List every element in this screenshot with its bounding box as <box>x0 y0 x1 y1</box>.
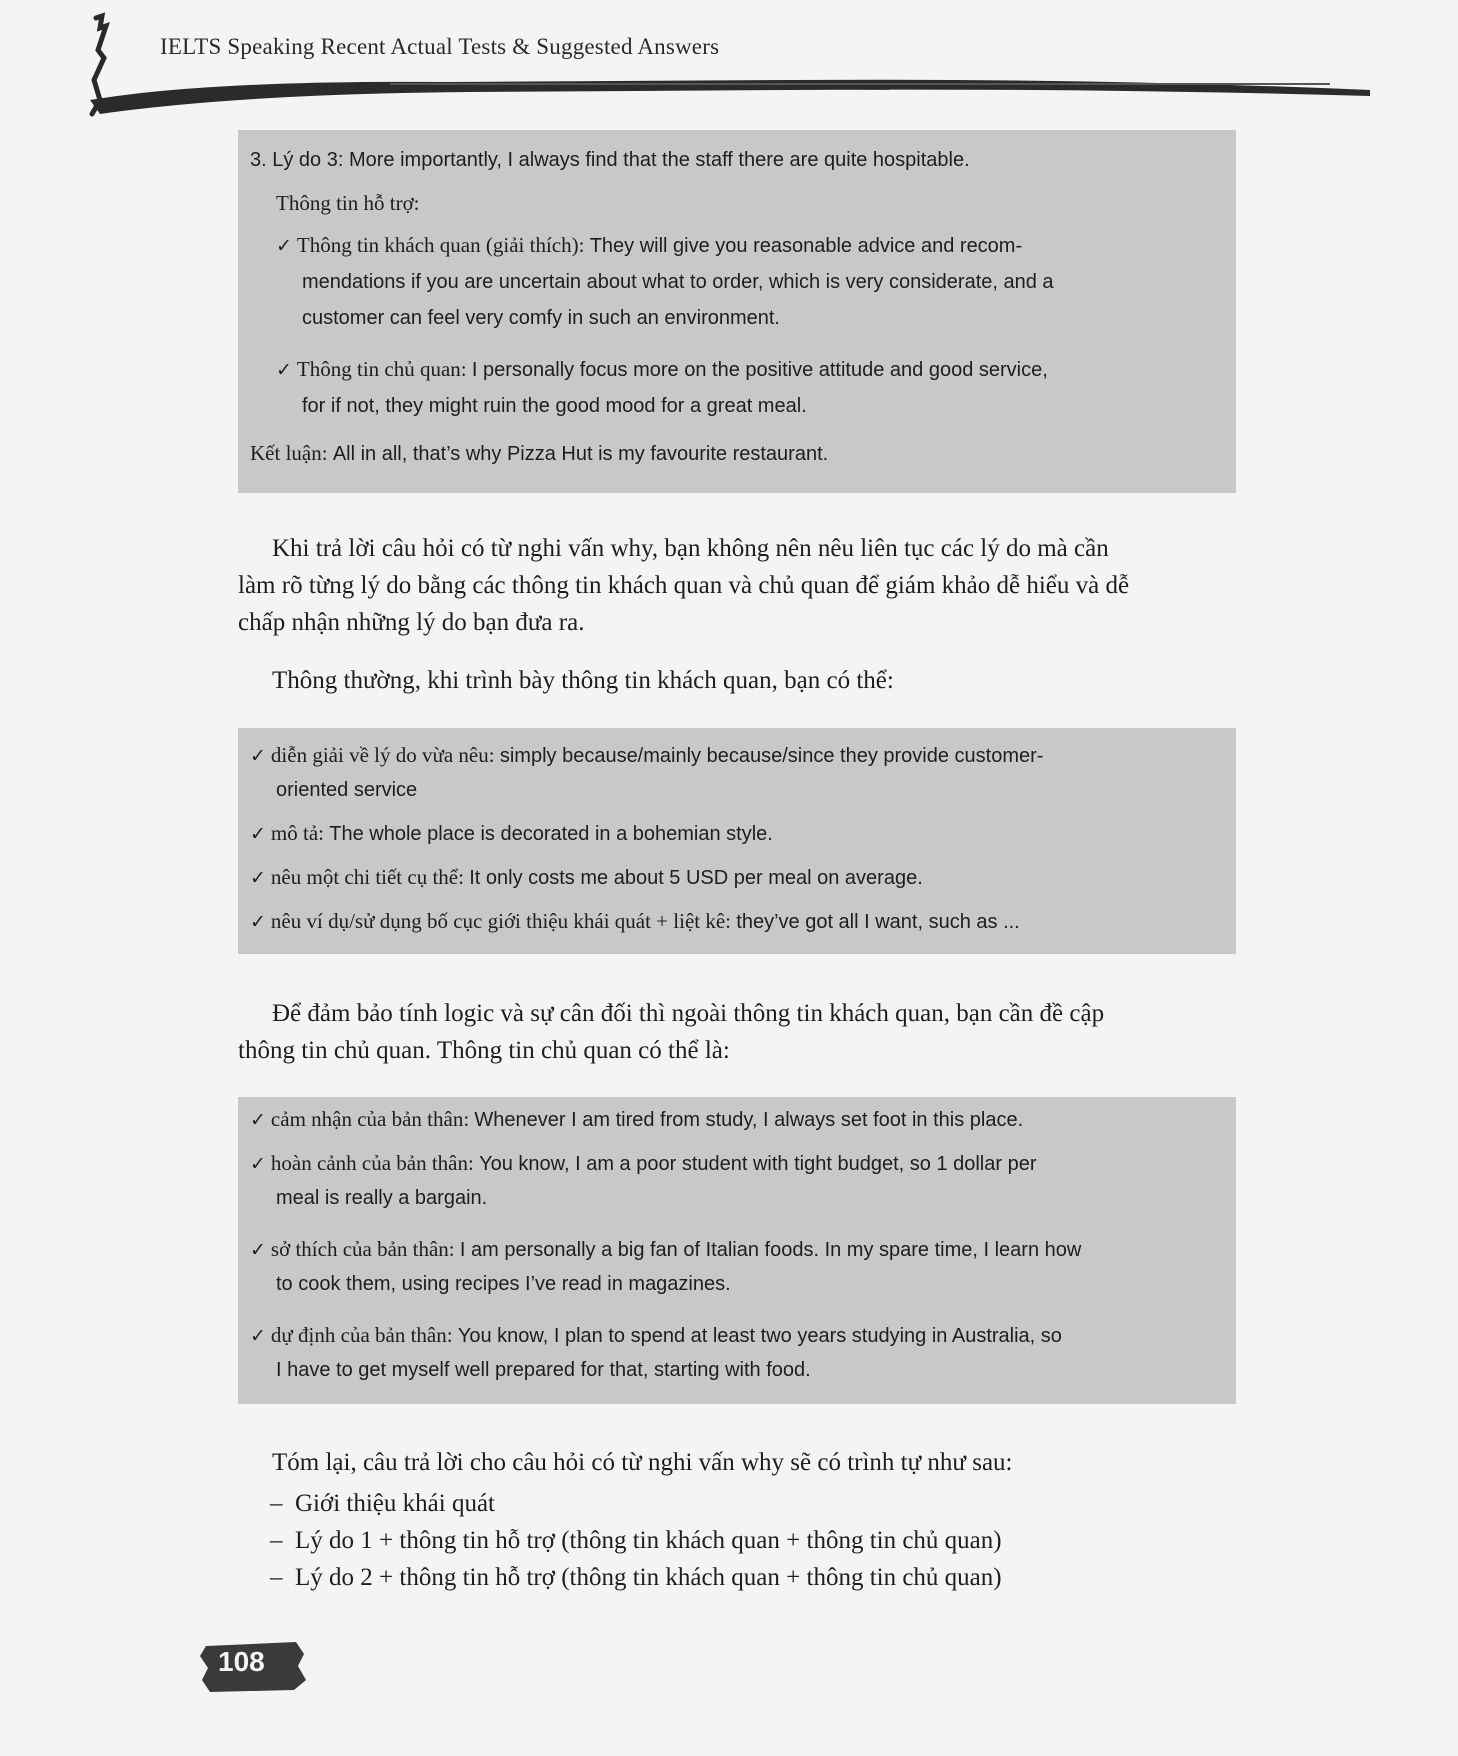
objective-way-1: ✓ diễn giải về lý do vừa nêu: simply because/mainly because/since they provide customer- <box>250 743 1044 767</box>
subjective-way-2: ✓ hoàn cảnh của bản thân: You know, I am a poor student with tight budget, so 1 dollar per <box>250 1151 1037 1175</box>
paragraph-objective-intro: Thông thường, khi trình bày thông tin khách quan, bạn có thể: <box>272 667 894 694</box>
check-icon: ✓ <box>250 745 266 767</box>
paragraph-why-answer: Khi trả lời câu hỏi có từ nghi vấn why, bạn không nên nêu liên tục các lý do mà cần làm rõ từng lý do bằng các thông tin khách quan và chủ quan để giám khảo dễ hiểu và dễ chấp nhận những lý do bạn đưa ra. <box>238 535 1130 636</box>
subjective-info-line2: for if not, they might ruin the good mood for a great meal. <box>302 395 807 417</box>
sequence-item-2: – Lý do 1 + thông tin hỗ trợ (thông tin khách quan + thông tin chủ quan) <box>270 1527 1002 1554</box>
reason-3-heading: 3. Lý do 3: More importantly, I always find that the staff there are quite hospitable. <box>250 149 970 171</box>
objective-way-1-line2: oriented service <box>276 779 418 801</box>
objective-way-3: ✓ nêu một chi tiết cụ thể: It only costs me about 5 USD per meal on average. <box>250 865 923 889</box>
objective-info-line2: mendations if you are uncertain about what to order, which is very considerate, and a <box>302 271 1054 293</box>
check-icon: ✓ <box>250 1325 266 1347</box>
paragraph-summary: Tóm lại, câu trả lời cho câu hỏi có từ nghi vấn why sẽ có trình tự như sau: <box>272 1449 1013 1476</box>
check-icon: ✓ <box>276 359 292 381</box>
subjective-way-1: ✓ cảm nhận của bản thân: Whenever I am tired from study, I always set foot in this place. <box>250 1107 1024 1131</box>
check-icon: ✓ <box>276 235 292 257</box>
objective-info-item: ✓ Thông tin khách quan (giải thích): They will give you reasonable advice and recom- <box>276 233 1023 257</box>
objective-way-2: ✓ mô tả: The whole place is decorated in a bohemian style. <box>250 821 773 845</box>
check-icon: ✓ <box>250 823 266 845</box>
subjective-way-4: ✓ dự định của bản thân: You know, I plan to spend at least two years studying in Australia, so <box>250 1323 1062 1347</box>
subjective-way-3: ✓ sở thích của bản thân: I am personally a big fan of Italian foods. In my spare time, I learn how <box>250 1237 1082 1261</box>
sequence-item-1: – Giới thiệu khái quát <box>270 1490 495 1517</box>
subjective-way-3-line2: to cook them, using recipes I’ve read in magazines. <box>276 1273 731 1295</box>
conclusion: Kết luận: All in all, that’s why Pizza Hut is my favourite restaurant. <box>250 441 829 465</box>
check-icon: ✓ <box>250 1109 266 1131</box>
check-icon: ✓ <box>250 867 266 889</box>
paragraph-subjective-intro: Để đảm bảo tính logic và sự cân đối thì ngoài thông tin khách quan, bạn cần đề cập thông tin chủ quan. Thông tin chủ quan có thể là: <box>238 1000 1105 1064</box>
subjective-way-2-line2: meal is really a bargain. <box>276 1187 488 1209</box>
page-number: 108 <box>218 1646 265 1677</box>
header-brush-stroke-icon <box>90 70 1370 120</box>
support-info-label: Thông tin hỗ trợ: <box>276 191 420 215</box>
subjective-info-item: ✓ Thông tin chủ quan: I personally focus more on the positive attitude and good service, <box>276 357 1048 381</box>
header-title: IELTS Speaking Recent Actual Tests & Suggested Answers <box>160 34 720 59</box>
check-icon: ✓ <box>250 1153 266 1175</box>
sequence-item-3: – Lý do 2 + thông tin hỗ trợ (thông tin khách quan + thông tin chủ quan) <box>270 1564 1002 1591</box>
objective-way-4: ✓ nêu ví dụ/sử dụng bố cục giới thiệu khái quát + liệt kê: they’ve got all I want, such as ... <box>250 909 1020 933</box>
check-icon: ✓ <box>250 1239 266 1261</box>
check-icon: ✓ <box>250 911 266 933</box>
subjective-way-4-line2: I have to get myself well prepared for that, starting with food. <box>276 1359 811 1381</box>
objective-info-line3: customer can feel very comfy in such an environment. <box>302 307 780 329</box>
